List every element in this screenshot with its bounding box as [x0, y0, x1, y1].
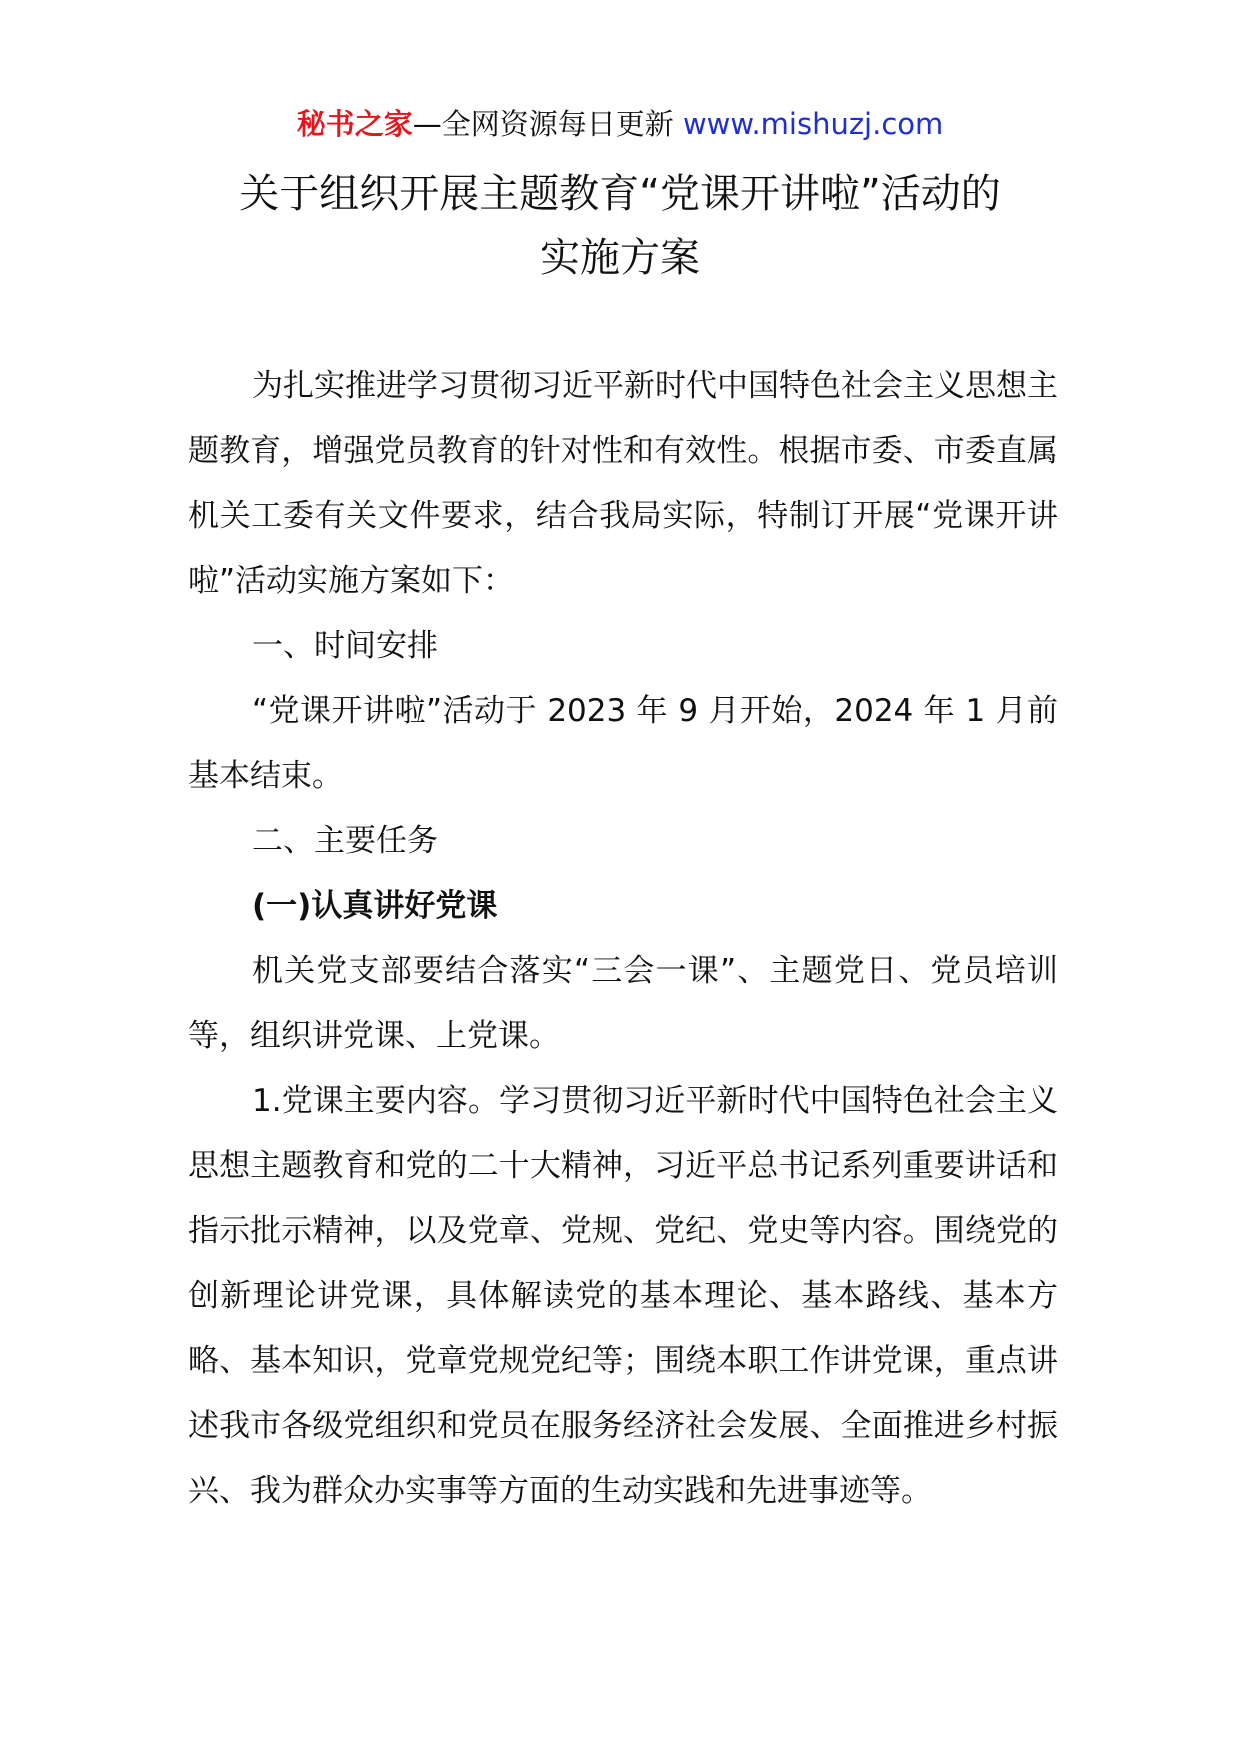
document-body: [188, 354, 1058, 1524]
section-heading-tasks: 二、主要任务: [252, 823, 438, 859]
site-url-link[interactable]: www.mishuzj.com: [682, 107, 944, 141]
site-header: [0, 104, 1240, 144]
schedule-paragraph: “党课开讲啦”活动于 2023 年 9 月开始，2024 年 1 月前基本结束。: [188, 693, 1058, 794]
brand-name: 秘书之家: [296, 107, 413, 141]
document-title: [140, 162, 1100, 290]
lecture-content-paragraph: 1.党课主要内容。学习贯彻习近平新时代中国特色社会主义思想主题教育和党的二十大精神，习近平总书记系列重要讲话和指示批示精神，以及党章、党规、党纪、党史等内容。围绕党的创新理论讲党课，具体解读党的基本理论、基本路线、基本方略、基本知识，党章党规党纪等；围绕本职工作讲党课，重点讲述我市各级党组织和党员在服务经济社会发展、全面推进乡村振兴、我为群众办实事等方面的生动实践和先进事迹等。: [188, 1083, 1058, 1509]
title-line-1: 关于组织开展主题教育“党课开讲啦”活动的: [239, 171, 1001, 217]
title-line-2: 实施方案: [540, 235, 700, 281]
intro-paragraph: 为扎实推进学习贯彻习近平新时代中国特色社会主义思想主题教育，增强党员教育的针对性和有效性。根据市委、市委直属机关工委有关文件要求，结合我局实际，特制订开展“党课开讲啦”活动实施方案如下：: [188, 368, 1058, 599]
subsection-heading-party-lecture: (一)认真讲好党课: [252, 888, 498, 924]
header-tagline: —全网资源每日更新: [412, 107, 683, 141]
section-heading-schedule: 一、时间安排: [252, 628, 438, 664]
party-lecture-paragraph: 机关党支部要结合落实“三会一课”、主题党日、党员培训等，组织讲党课、上党课。: [188, 953, 1058, 1054]
